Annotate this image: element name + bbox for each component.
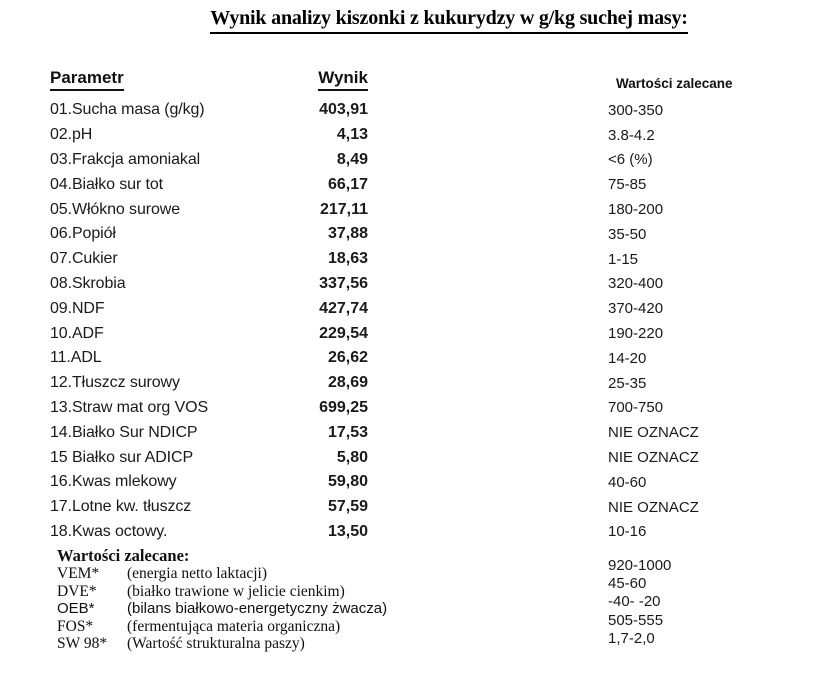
recommended-value: 180-200	[608, 201, 664, 219]
param-label: 09.NDF	[50, 299, 105, 317]
footnote-line-dve	[57, 583, 387, 601]
table-row	[0, 296, 813, 321]
param-label: 07.Cukier	[50, 250, 118, 268]
param-label: 18.Kwas octowy.	[50, 522, 168, 540]
result-value: 59,80	[327, 473, 368, 491]
document-header	[85, 7, 813, 34]
result-value: 66,17	[327, 175, 368, 193]
param-label: 12.Tłuszcz surowy	[50, 374, 180, 392]
footnote-recommended-values	[608, 557, 671, 648]
recommended-value-vem: 920-1000	[608, 557, 672, 574]
recommended-value-sw98: 1,7-2,0	[608, 629, 655, 647]
table-row	[0, 470, 813, 495]
param-label: 05.Włókno surowe	[50, 200, 181, 218]
recommended-value: 3.8-4.2	[608, 126, 655, 144]
footnote-label: OEB*	[57, 600, 95, 618]
result-value: 699,25	[319, 398, 368, 416]
table-body	[0, 98, 813, 544]
result-value: 13,50	[327, 522, 368, 540]
table-row	[0, 371, 813, 396]
footnote-line-sw98	[57, 635, 387, 653]
page-title: Wynik analizy kiszonki z kukurydzy w g/kg suchej masy:	[210, 7, 687, 34]
result-value: 26,62	[327, 349, 368, 367]
recommended-value: 700-750	[608, 399, 664, 417]
table-row	[0, 98, 813, 123]
footnotes-block	[57, 546, 387, 653]
param-label: 02.pH	[50, 126, 93, 144]
result-value: 337,56	[319, 274, 368, 292]
param-label: 08.Skrobia	[50, 274, 126, 292]
result-value: 403,91	[319, 101, 368, 119]
param-label: 01.Sucha masa (g/kg)	[50, 101, 205, 119]
result-value: 5,80	[336, 448, 368, 466]
footnote-description: (białko trawione w jelicie cienkim)	[127, 582, 345, 600]
footnotes-heading: Wartości zalecane:	[57, 546, 190, 565]
recommended-value: 10-16	[608, 523, 647, 541]
table-row	[0, 321, 813, 346]
result-value: 427,74	[319, 299, 368, 317]
result-value: 217,11	[319, 200, 368, 218]
recommended-value: 75-85	[608, 176, 647, 194]
recommended-value: 25-35	[608, 374, 647, 392]
result-value: 229,54	[319, 324, 368, 342]
footnote-line-oeb	[57, 600, 387, 618]
footnote-line-fos	[57, 618, 387, 636]
param-label: 04.Białko sur tot	[50, 175, 164, 193]
result-value: 28,69	[327, 374, 368, 392]
param-label: 17.Lotne kw. tłuszcz	[50, 498, 192, 516]
table-row	[0, 495, 813, 520]
param-label: 15 Białko sur ADICP	[50, 448, 194, 466]
table-row	[0, 420, 813, 445]
footnote-description: (Wartość strukturalna paszy)	[127, 635, 305, 653]
table-row	[0, 272, 813, 297]
param-label: 13.Straw mat org VOS	[50, 398, 209, 416]
table-row	[0, 346, 813, 371]
table-header-row	[0, 68, 813, 98]
column-header-recommended: Wartości zalecane	[616, 75, 733, 91]
footnote-description: (bilans białkowo-energetyczny żwacza)	[127, 600, 388, 618]
recommended-value: <6 (%)	[608, 151, 653, 169]
result-value: 18,63	[327, 250, 368, 268]
recommended-value-fos: 505-555	[608, 611, 664, 629]
recommended-value: NIE OZNACZ	[608, 424, 699, 442]
param-label: 06.Popiół	[50, 225, 116, 243]
recommended-value: 14-20	[608, 349, 647, 367]
table-row	[0, 222, 813, 247]
recommended-value-oeb: -40- -20	[608, 593, 661, 611]
footnote-label: VEM*	[57, 565, 100, 582]
param-label: 11.ADL	[50, 349, 102, 367]
footnote-description: (energia netto laktacji)	[127, 565, 268, 582]
result-value: 37,88	[327, 225, 368, 243]
table-row	[0, 520, 813, 545]
result-value: 8,49	[336, 150, 368, 168]
table-row	[0, 148, 813, 173]
footnote-label: FOS*	[57, 617, 94, 635]
recommended-value: 190-220	[608, 325, 664, 343]
param-label: 14.Białko Sur NDICP	[50, 423, 198, 441]
footnote-line-vem	[57, 565, 387, 583]
recommended-value: NIE OZNACZ	[608, 449, 699, 467]
footnote-description: (fermentująca materia organiczna)	[127, 617, 341, 635]
column-header-wynik: Wynik	[300, 68, 368, 91]
table-row	[0, 123, 813, 148]
footnote-label: SW 98*	[57, 635, 108, 653]
recommended-value: 370-420	[608, 300, 664, 318]
result-value: 57,59	[327, 498, 368, 516]
table-row	[0, 445, 813, 470]
analysis-table	[0, 68, 813, 544]
recommended-value-dve: 45-60	[608, 575, 647, 593]
param-label: 10.ADF	[50, 324, 104, 342]
column-header-parametr: Parametr	[50, 68, 300, 91]
recommended-value: 320-400	[608, 275, 664, 293]
result-value: 4,13	[336, 126, 368, 144]
recommended-value: 35-50	[608, 225, 647, 243]
table-row	[0, 247, 813, 272]
table-row	[0, 197, 813, 222]
recommended-value: 1-15	[608, 250, 639, 268]
result-value: 17,53	[327, 423, 368, 441]
param-label: 03.Frakcja amoniakal	[50, 150, 201, 168]
recommended-value: 40-60	[608, 473, 647, 491]
param-label: 16.Kwas mlekowy	[50, 473, 177, 491]
recommended-value: NIE OZNACZ	[608, 498, 699, 516]
footnote-label: DVE*	[57, 582, 97, 600]
table-row	[0, 172, 813, 197]
recommended-value: 300-350	[608, 101, 664, 119]
table-row	[0, 396, 813, 421]
